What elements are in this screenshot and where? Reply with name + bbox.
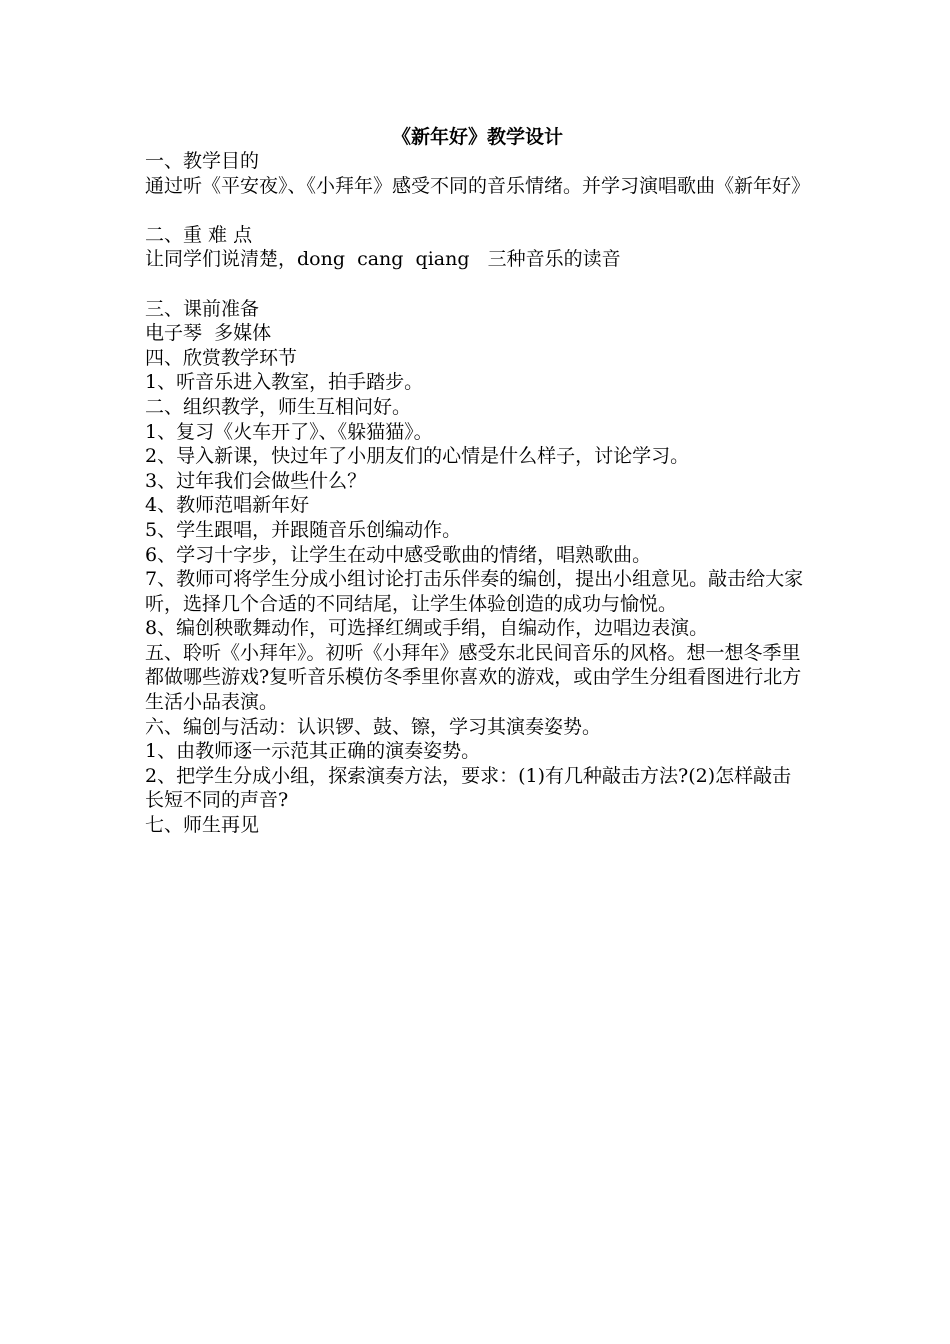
section-heading-key-points: 二、重 难 点 [145,223,253,246]
list-item: 1、听音乐进入教室，拍手踏步。 [145,371,424,394]
section-heading-objectives: 一、教学目的 [145,150,260,172]
list-item: 8、编创秧歌舞动作，可选择红绸或手绢，自编动作，边唱边表演。 [145,617,709,640]
list-item: 1、由教师逐一示范其正确的演奏姿势。 [145,740,481,763]
list-item: 7、教师可将学生分成小组讨论打击乐伴奏的编创，提出小组意见。敲击给大家听，选择几个合适的不同结尾，让学生体验创造的成功与愉悦。 [145,568,804,615]
document-title: 《新年好》教学设计 [391,126,563,148]
section-heading-farewell: 七、师生再见 [145,814,260,837]
section-heading-preparation: 三、课前准备 [145,297,260,320]
list-item: 6、学习十字步，让学生在动中感受歌曲的情绪，唱熟歌曲。 [145,543,652,566]
document-body [145,125,810,838]
blank-line [145,272,810,297]
preparation-text: 电子琴 多媒体 [145,322,272,345]
blank-line [145,198,810,223]
list-item: 4、教师范唱新年好 [145,494,310,517]
section-heading-organization: 二、组织教学，师生互相问好。 [145,395,412,418]
key-points-text: 让同学们说清楚，dong cang qiang 三种音乐的读音 [145,248,621,271]
list-item: 2、导入新课，快过年了小朋友们的心情是什么样子，讨论学习。 [145,445,690,468]
objectives-text: 通过听《平安夜》、《小拜年》感受不同的音乐情绪。并学习演唱歌曲《新年好》 [145,174,811,197]
list-item: 2、把学生分成小组，探索演奏方法，要求：(1)有几种敲击方法?(2)怎样敲击长短不同的声音? [145,764,792,812]
list-item: 1、复习《火车开了》、《躲猫猫》。 [145,420,433,443]
list-item: 5、学生跟唱，并跟随音乐创编动作。 [145,518,462,541]
section-heading-creation: 六、编创与活动：认识锣、鼓、镲，学习其演奏姿势。 [145,715,602,738]
section-heading-appreciation: 四、欣赏教学环节 [145,346,298,369]
list-item: 3、过年我们会做些什么？ [145,469,367,492]
section-heading-listening: 五、聆听《小拜年》。初听《小拜年》感受东北民间音乐的风格。想一想冬季里都做哪些游戏?复听音乐模仿冬季里你喜欢的游戏，或由学生分组看图进行北方生活小品表演。 [145,641,802,714]
